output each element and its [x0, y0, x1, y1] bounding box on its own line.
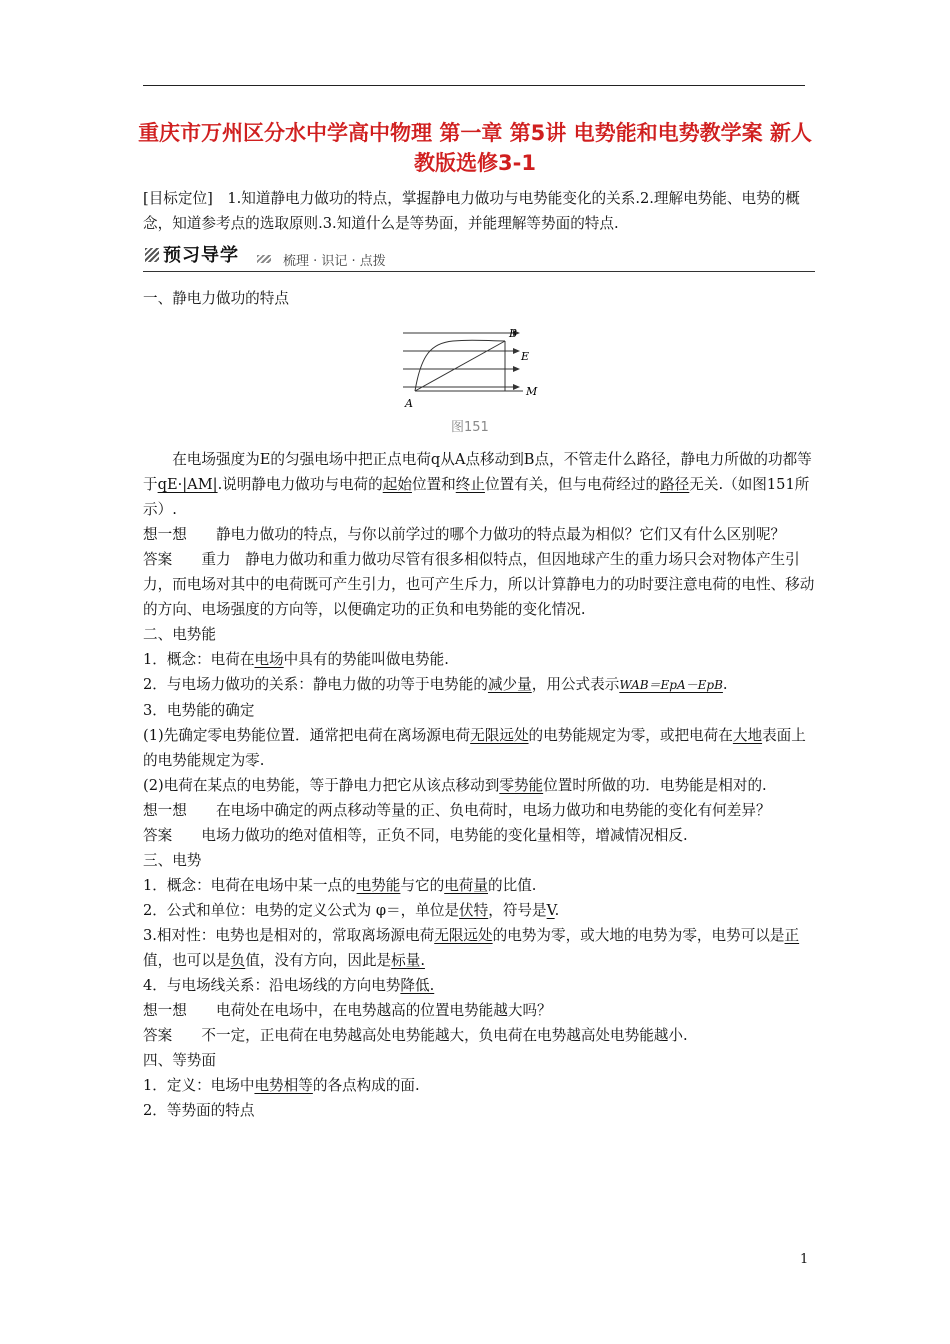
- objective-paragraph: [目标定位] 1.知道静电力做功的特点，掌握静电力做功与电势能变化的关系.2.理解电势能、电势的概念，知道参考点的选取原则.3.知道什么是等势面，并能理解等势面的特点.: [143, 190, 800, 232]
- s1-think: 想一想 静电力做功的特点，与你以前学过的哪个力做功的特点最为相似？它们又有什么区别呢？: [143, 526, 786, 543]
- point-a-label: A: [405, 397, 413, 410]
- s2-item-4: (1)先确定零电势能位置．通常把电荷在离场源电荷无限远处的电势能规定为零，或把电荷在大地表面上的电势能规定为零.: [143, 727, 806, 769]
- section-4-heading: 四、等势面: [143, 1052, 216, 1069]
- stripes-icon: [257, 255, 271, 263]
- s3-item-2: 2．公式和单位：电势的定义公式为 φ＝，单位是伏特，符号是V.: [143, 902, 560, 919]
- point-m-label: M: [526, 385, 538, 398]
- s2-item-5: (2)电荷在某点的电势能，等于静电力把它从该点移动到零势能位置时所做的功．电势能是相对的.: [143, 777, 767, 794]
- s2-item-2: 2．与电场力做功的关系：静电力做的功等于电势能的减少量，用公式表示WAB＝EpA－EpB.: [143, 676, 728, 693]
- s4-item-1: 1．定义：电场中电势相等的各点构成的面.: [143, 1077, 420, 1094]
- s3-answer: 答案 不一定，正电荷在电势越高处电势能越大，负电荷在电势越高处电势能越小.: [143, 1027, 688, 1044]
- preview-banner: [143, 241, 815, 272]
- s3-think: 想一想 电荷处在电场中，在电势越高的位置电势能越大吗？: [143, 1002, 552, 1019]
- s2-think: 想一想 在电场中确定的两点移动等量的正、负电荷时，电场力做功和电势能的变化有何差异？: [143, 802, 771, 819]
- banner-title: 预习导学: [163, 245, 239, 266]
- s2-item-1: 1．概念：电荷在电场中具有的势能叫做电势能.: [143, 651, 449, 668]
- page-number: 1: [800, 1252, 809, 1267]
- figure-151: [143, 315, 815, 441]
- s2-item-3: 3．电势能的确定: [143, 702, 255, 719]
- s1-paragraph: 在电场强度为E的匀强电场中把正点电荷q从A点移动到B点，不管走什么路径，静电力所做的功都等于qE·|AM|.说明静电力做功与电荷的起始位置和终止位置有关，但与电荷经过的路径无关.（如图151所示）.: [143, 451, 812, 518]
- s3-item-3: 3.相对性：电势也是相对的，常取离场源电荷无限远处的电势为零，或大地的电势为零，电势可以是正值，也可以是负值，没有方向，因此是标量.: [143, 927, 800, 969]
- s1-answer: 答案 重力 静电力做功和重力做功尽管有很多相似特点，但因地球产生的重力场只会对物体产生引力，而电场对其中的电荷既可产生引力，也可产生斥力，所以计算静电力的功时要注意电荷的电性、移动的方向、电场强度的方向等，以便确定功的正负和电势能的变化情况.: [143, 551, 815, 618]
- figure-caption: 图151: [451, 420, 489, 435]
- section-1-heading: 一、静电力做功的特点: [143, 290, 289, 307]
- s4-item-2: 2．等势面的特点: [143, 1102, 255, 1119]
- document-body: [143, 186, 815, 1123]
- s3-item-4: 4．与电场线关系：沿电场线的方向电势降低.: [143, 977, 435, 994]
- top-rule: [143, 85, 805, 86]
- banner-subtitle: 梳理 · 识记 · 点拨: [283, 254, 386, 269]
- point-b-label: B: [509, 327, 518, 340]
- s2-answer: 答案 电场力做功的绝对值相等，正负不同，电势能的变化量相等，增减情况相反.: [143, 827, 688, 844]
- stripes-icon: [145, 248, 159, 262]
- s3-item-1: 1．概念：电荷在电场中某一点的电势能与它的电荷量的比值.: [143, 877, 537, 894]
- electric-field-diagram: [393, 315, 563, 415]
- section-2-heading: 二、电势能: [143, 626, 216, 643]
- field-e-label: E: [521, 350, 530, 363]
- document-title: 重庆市万州区分水中学高中物理 第一章 第5讲 电势能和电势教学案 新人教版选修3-1: [138, 121, 812, 175]
- section-3-heading: 三、电势: [143, 852, 202, 869]
